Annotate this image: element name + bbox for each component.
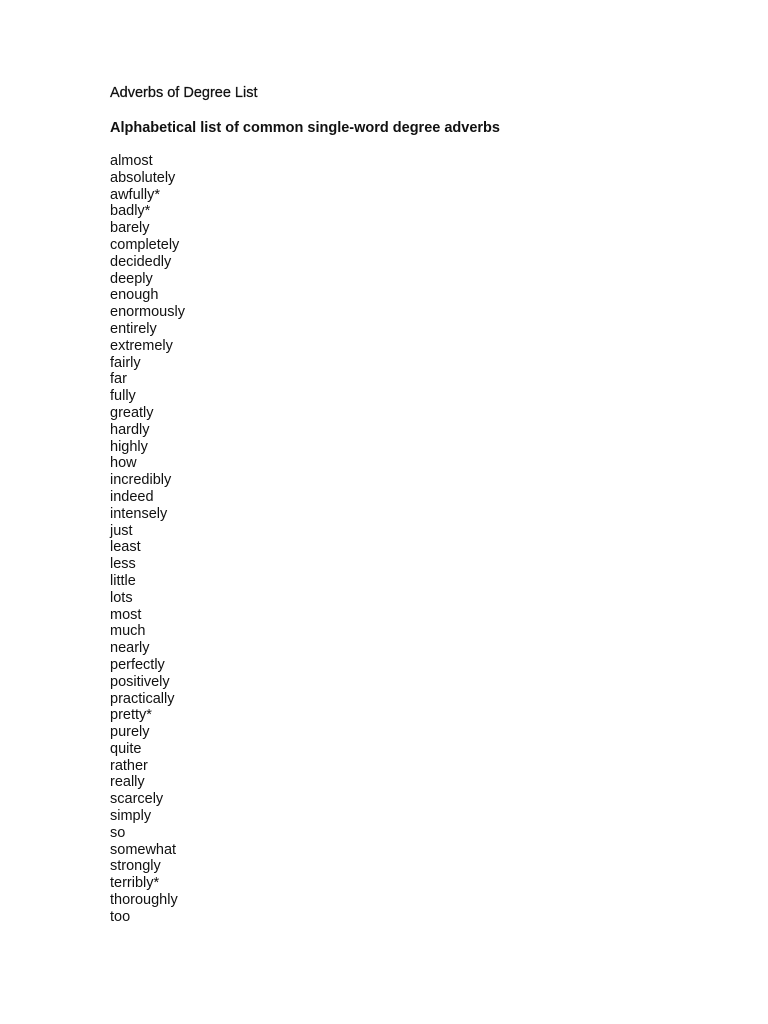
list-item: indeed [110, 488, 154, 505]
list-item: simply [110, 808, 152, 825]
list-item: so [110, 824, 126, 841]
list-item: deeply [110, 270, 153, 287]
list-item: completely [110, 236, 180, 253]
list-item: extremely [110, 337, 173, 354]
list-item: fully [110, 388, 136, 405]
list-item: pretty* [110, 707, 152, 724]
list-item: strongly [110, 858, 161, 875]
list-item: least [110, 539, 141, 556]
list-item: awfully* [110, 186, 160, 203]
list-item: perfectly [110, 656, 165, 673]
list-item: badly* [110, 203, 151, 220]
list-item: barely [110, 220, 150, 237]
list-item: much [110, 623, 146, 640]
document-page [110, 84, 710, 926]
list-item: quite [110, 740, 142, 757]
list-item: somewhat [110, 841, 177, 858]
list-item: almost [110, 153, 153, 169]
list-item: enough [110, 287, 159, 304]
list-item: too [110, 908, 131, 925]
list-item: highly [110, 438, 148, 455]
document-subtitle: Alphabetical list of common single-word degree adverbs [110, 120, 500, 136]
list-item: practically [110, 690, 175, 707]
list-item: most [110, 606, 142, 623]
list-item: how [110, 455, 137, 472]
list-item: less [110, 556, 136, 573]
list-item: entirely [110, 320, 157, 337]
list-item: really [110, 774, 145, 791]
list-item: lots [110, 589, 133, 606]
list-item: far [110, 371, 127, 388]
list-item: decidedly [110, 253, 172, 270]
list-item: greatly [110, 404, 154, 421]
list-item: positively [110, 673, 170, 690]
list-item: absolutely [110, 169, 176, 186]
list-item: incredibly [110, 472, 172, 489]
list-item: just [110, 522, 133, 539]
list-item: fairly [110, 354, 141, 371]
list-item: thoroughly [110, 892, 178, 909]
list-item: purely [110, 724, 150, 741]
list-item: terribly* [110, 875, 160, 892]
list-item: hardly [110, 421, 150, 438]
list-item: nearly [110, 640, 150, 657]
list-item: scarcely [110, 791, 164, 808]
adverb-list [110, 153, 710, 926]
list-item: enormously [110, 304, 185, 321]
document-title: Adverbs of Degree List [110, 85, 258, 101]
list-item: little [110, 572, 136, 589]
list-item: intensely [110, 505, 168, 522]
list-item: rather [110, 757, 148, 774]
